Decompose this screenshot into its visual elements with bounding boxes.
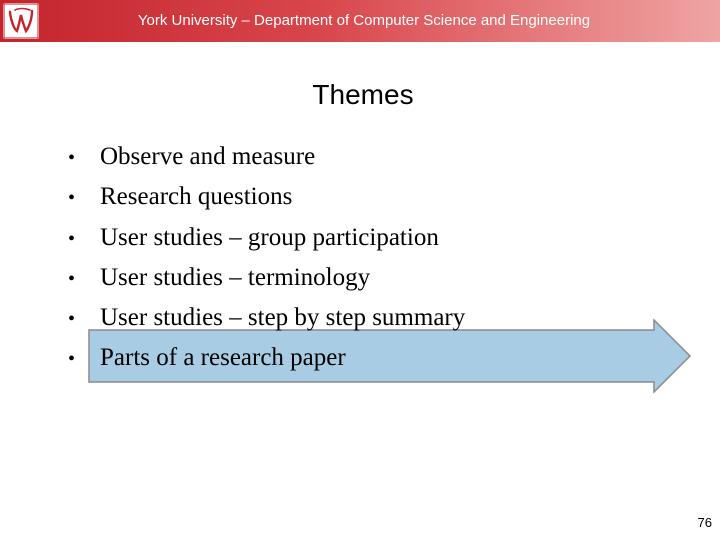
bullet-dot-icon: •	[68, 267, 76, 290]
bullet-list	[68, 137, 465, 379]
bullet-dot-icon: •	[68, 348, 76, 371]
header-title: York University – Department of Computer Science and Engineering	[137, 12, 591, 29]
list-item-text: Parts of a research paper	[100, 344, 346, 372]
slide-title: Themes	[312, 79, 414, 110]
bullet-dot-icon: •	[68, 147, 76, 169]
page-number: 76	[697, 515, 712, 530]
list-item	[68, 258, 465, 298]
list-item-text: Observe and measure	[100, 143, 316, 170]
list-item-text: Research questions	[100, 183, 293, 211]
list-item-text: User studies – step by step summary	[100, 304, 466, 332]
bullet-dot-icon: •	[68, 308, 76, 331]
list-item-text: User studies – terminology	[100, 263, 371, 291]
york-university-logo-icon	[3, 3, 39, 39]
list-item-text: User studies – group participation	[100, 223, 439, 251]
bullet-dot-icon: •	[68, 187, 76, 210]
list-item	[68, 298, 465, 338]
bullet-dot-icon: •	[68, 227, 76, 250]
list-item	[68, 137, 465, 177]
list-item	[68, 177, 465, 217]
list-item-highlighted	[68, 338, 465, 378]
header-bar	[0, 0, 720, 42]
list-item	[68, 218, 465, 258]
